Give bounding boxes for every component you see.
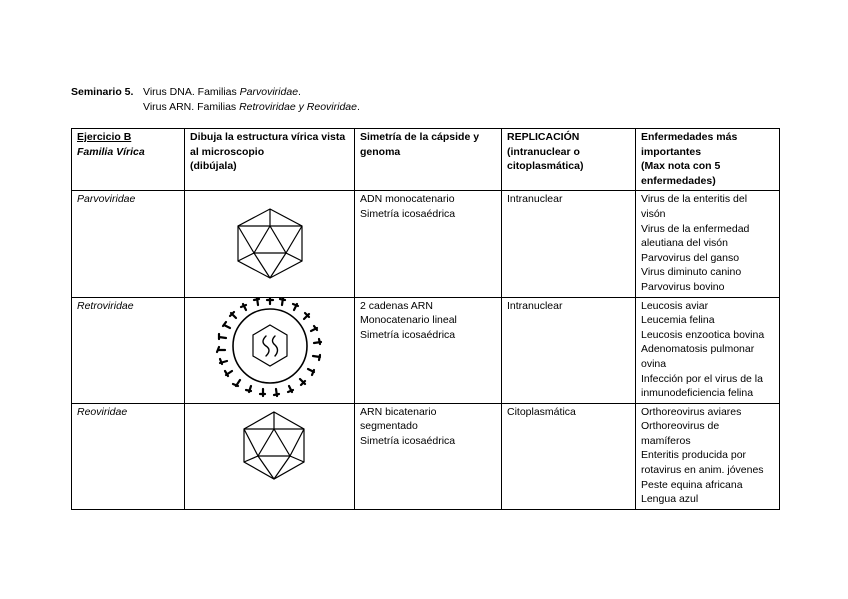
drawing-cell <box>185 191 355 297</box>
header-cell-symmetry: Simetría de la cápside y genoma <box>355 129 502 191</box>
diseases-cell: Virus de la enteritis del visón Virus de la enfermedad aleutiana del visón Parvovirus del ganso Virus diminuto canino Parvovirus bovino <box>636 191 780 297</box>
header-line2-prefix: Virus ARN. Familias <box>143 101 240 113</box>
seminar-label: Seminario 5. <box>71 86 134 98</box>
table-row <box>72 191 780 297</box>
header-cell-family <box>72 129 185 191</box>
drawing-cell <box>185 297 355 403</box>
symmetry-cell: ARN bicatenario segmentado Simetría icosaédrica <box>355 403 502 509</box>
header-cell-replication: REPLICACIÓN (intranuclear o citoplasmática) <box>502 129 636 191</box>
header-line1-italic: Parvoviridae <box>239 86 299 98</box>
drawing-cell <box>185 403 355 509</box>
family-cell: Reoviridae <box>72 403 185 509</box>
header-line-1 <box>71 85 360 100</box>
header-line1-prefix: Virus DNA. Familias <box>143 86 240 98</box>
header-line2-suffix: . <box>356 101 360 113</box>
family-column-label: Familia Vírica <box>77 145 145 158</box>
enveloped-virus-drawing-icon <box>190 298 350 398</box>
document-header <box>71 85 360 115</box>
virus-table <box>71 128 780 510</box>
header-line-2 <box>71 100 360 115</box>
header-line2-italic: Retroviridae y Reoviridae <box>239 101 357 113</box>
header-cell-drawing: Dibuja la estructura vírica vista al microscopio (dibújala) <box>185 129 355 191</box>
family-cell: Retroviridae <box>72 297 185 403</box>
table-header-row <box>72 129 780 191</box>
symmetry-cell: ADN monocatenario Simetría icosaédrica <box>355 191 502 297</box>
diseases-cell: Leucosis aviar Leucemia felina Leucosis enzootica bovina Adenomatosis pulmonar ovina Infección por el virus de la inmunodeficiencia felina <box>636 297 780 403</box>
icosahedron-drawing-icon <box>190 404 350 504</box>
icosahedron-drawing-icon <box>190 191 350 291</box>
replication-cell: Intranuclear <box>502 191 636 297</box>
table-row <box>72 403 780 509</box>
family-cell: Parvoviridae <box>72 191 185 297</box>
replication-cell: Citoplasmática <box>502 403 636 509</box>
symmetry-cell: 2 cadenas ARN Monocatenario lineal Simetría icosaédrica <box>355 297 502 403</box>
header-line1-suffix: . <box>298 86 301 98</box>
table-row <box>72 297 780 403</box>
exercise-label: Ejercicio B <box>77 131 132 143</box>
diseases-cell: Orthoreovirus aviares Orthoreovirus de mamíferos Enteritis producida por rotavirus en anim. jóvenes Peste equina africana Lengua azul <box>636 403 780 509</box>
replication-cell: Intranuclear <box>502 297 636 403</box>
header-cell-diseases: Enfermedades más importantes (Max nota con 5 enfermedades) <box>636 129 780 191</box>
